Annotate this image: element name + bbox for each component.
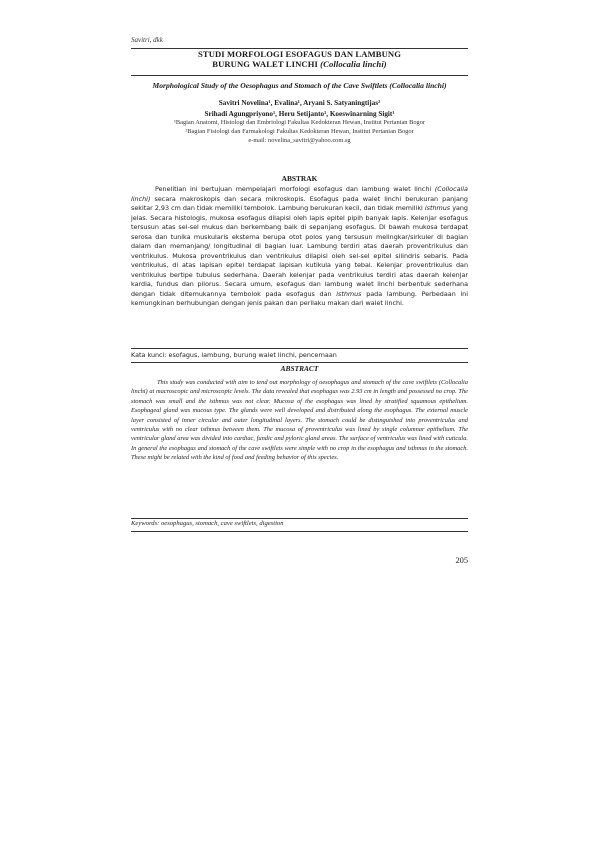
abstrak-text-2: secara makroskopis dan secara mikroskopis. Esofagus pada walet linchi berukuran panjang sekitar 2,93 cm dan tidak memiliki tembolok. Lambung berukuran kecil, dan tidak memiliki: [131, 194, 468, 212]
abstrak-text-3: yang jelas. Secara histologis, mukosa esofagus dilapisi oleh lapis epitel pipih banyak lapis. Kelenjar esofagus tersusun atas sel-sel mukus dan berkembang baik di sepanjang esofagus. Di bawah mukosa terdapat serosa dan tunika muskularis eksterna berupa otot polos yang tersusun melingkar/sirkuler di bagian dalam dan memanjang/ longitudinal di bagian luar. Lambung terdiri atas daerah proventrikulus dan ventrikulus. Mukosa proventrikulus dan ventrikulus dilapisi oleh sel-sel epitel silindris sebaris. Pada ventrikulus, di atas lapisan epitel terdapat lapisan kutikula yang tebal. Kelenjar proventrikulus dan ventrikulus bertipe tubulus sederhana. Daerah kelenjar pada ventrikulus terdiri atas daerah kelenjar kardia, fundus dan pilorus. Secara umum, esofagus dan lambung walet linchi berbentuk sederhana dengan tidak ditemukannya tembolok pada esofagus dan: [131, 204, 468, 298]
title-rule: [131, 75, 468, 76]
english-title-species: (Collocalia linchi): [389, 81, 447, 90]
author-list: [131, 98, 468, 120]
kata-kunci-rule-top: [131, 348, 468, 349]
affiliation-1: ¹Bagian Anatomi, Histologi dan Embriologi Fakultas Kedokteran Hewan, Institut Pertanian Bogor: [173, 119, 426, 126]
abstrak-heading: ABSTRAK: [281, 174, 318, 183]
english-title: [131, 81, 468, 91]
title-line-1: STUDI MORFOLOGI ESOFAGUS DAN LAMBUNG: [197, 49, 402, 59]
affiliation-2: ²Bagian Fisiologi dan Farmakologi Fakultas Kedokteran Hewan, Institut Pertanian Bogor: [185, 127, 414, 135]
keywords-rule-bottom: [131, 531, 468, 532]
abstrak-isthmus-2: isthmus: [336, 289, 362, 298]
kata-kunci: Kata kunci: esofagus, lambung, burung walet linchi, pencernaan: [131, 351, 337, 359]
abstrak-body: [131, 185, 468, 309]
abstrak-text-1: Penelitian ini bertujuan mempelajari morfologi esofagus dan lambung walet linchi: [155, 185, 432, 193]
english-title-main: Morphological Study of the Oesophagus and Stomach of the Cave Swiftlets: [152, 81, 388, 90]
paper-title: [131, 49, 468, 69]
title-line-2: [131, 59, 468, 69]
abstract-heading: ABSTRACT: [280, 364, 319, 373]
kata-kunci-rule-bottom: [131, 362, 468, 363]
abstrak-text-4: pada lambung. Perbedaan ini kemungkinan berhubungan dengan jenis pakan dan perilaku makan dari walet linchi.: [131, 289, 468, 307]
author-email: e-mail: novelina_savitri@yahoo.com.sg: [248, 136, 351, 144]
authors-line-1: Savitri Novelina¹, Evalina¹, Aryani S. Satyaningtijas²: [218, 99, 381, 107]
keywords-rule-top: [131, 518, 468, 519]
authors-line-2: Srihadi Agungpriyono¹, Heru Setijanto¹, Koeswinarning Sigit¹: [204, 110, 395, 118]
title-species: (Collocalia linchi): [320, 59, 387, 69]
affiliations: [131, 119, 468, 145]
title-line-2-main: BURUNG WALET LINCHI: [212, 59, 318, 69]
keywords: Keywords: oesophagus, stomach, cave swiftlets, digestion: [131, 520, 284, 527]
page-number: 205: [455, 556, 468, 565]
abstract-body: This study was conducted with aim to tend out morphology of oesophagus and stomach of the cave swiftlets (Collocalia linchi) at macroscopic and microscopic levels. The data revealed that esophagus was 2.93 cm in length and possessed no crop. The stomach was small and the isthmus was not clear. Mucosa of the esophagus was lined by stratified squamous epithelium. Esophageal gland was mucous type. The glands were well developed and distributed along the esophagus. The external muscle layer consisted of inner circular and outer longitudinal layers. The stomach could be distinguished into proventriculus and ventriculus with no clear isthmus between them. The mucosa of proventriculus was lined by single columnar epithelium. The ventricular gland area was divided into cardiac, fundic and pyloric gland areas. The surface of ventriculus was lined with cuticula. In general the esophagus and stomach of the cave swiftlets were simple with no crop in the esophagus and isthmus in the stomach. These might be related with the kind of food and feeding behavior of this species.: [131, 379, 468, 462]
abstrak-isthmus-1: isthmus: [424, 204, 451, 212]
abstrak-species: (Collocalia linchi): [131, 185, 468, 203]
running-head: Savitri, dkk: [131, 36, 163, 44]
